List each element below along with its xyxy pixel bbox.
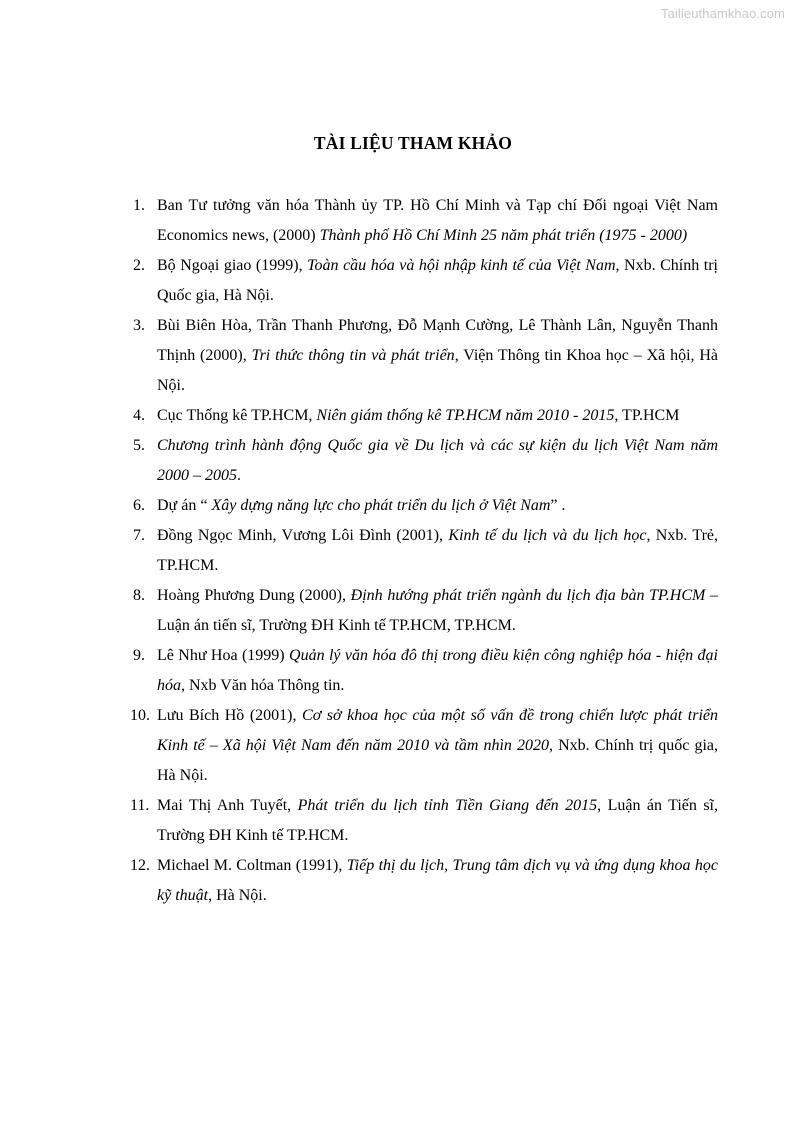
reference-text-segment: – Luận án tiến sĩ, Trường ĐH Kinh tế TP.HCM, TP.HCM. <box>157 587 719 634</box>
reference-item <box>130 701 718 791</box>
reference-number: 12. <box>130 857 150 874</box>
watermark: Tailieuthamkhao.com <box>660 6 785 21</box>
reference-text-segment: Bộ Ngoại giao (1999), <box>157 257 308 274</box>
reference-text-segment: ” . <box>550 497 566 514</box>
reference-title-italic: Quản lý văn hóa đô thị trong điều kiện công nghiệp hóa - hiện đại hóa <box>157 647 718 694</box>
reference-title-italic: Chương trình hành động Quốc gia về Du lịch và các sự kiện du lịch Việt Nam năm 2000 – 2005 <box>157 437 718 484</box>
reference-number: 10. <box>130 707 150 724</box>
reference-text-segment: , Nxb Văn hóa Thông tin. <box>181 677 345 694</box>
reference-text-segment: , Nxb. Chính trị quốc gia, Hà Nội. <box>157 737 719 784</box>
reference-title-italic: Định hướng phát triển ngành du lịch địa bàn TP.HCM <box>350 587 706 604</box>
reference-text-segment: , Luận án Tiến sĩ, Trường ĐH Kinh tế TP.HCM. <box>157 797 719 844</box>
reference-number: 11. <box>130 797 150 814</box>
reference-title-italic: Xây dựng năng lực cho phát triển du lịch ở Việt Nam <box>211 497 551 514</box>
reference-title-italic: Cơ sở khoa học của một số vấn đề trong chiến lược phát triển Kinh tế – Xã hội Việt Nam đến năm 2010 và tầm nhìn 2020 <box>157 707 718 754</box>
reference-number: 5. <box>133 437 145 454</box>
reference-text-segment: Lê Như Hoa (1999) <box>157 647 290 664</box>
reference-item <box>130 401 718 431</box>
reference-text-segment: Mai Thị Anh Tuyết, <box>157 797 298 814</box>
reference-text <box>157 587 718 634</box>
reference-text-segment: , Hà Nội. <box>208 887 267 904</box>
reference-number: 4. <box>133 407 145 424</box>
reference-item <box>130 191 718 251</box>
reference-title-italic: Tiếp thị du lịch, Trung tâm dịch vụ và ứng dụng khoa học kỹ thuật <box>157 857 718 904</box>
reference-number: 8. <box>133 587 145 604</box>
reference-number: 2. <box>133 257 145 274</box>
reference-text-segment: Michael M. Coltman (1991), <box>157 857 347 874</box>
reference-text <box>157 857 718 904</box>
reference-item <box>130 311 718 401</box>
reference-text <box>157 797 718 844</box>
reference-item <box>130 521 718 581</box>
reference-list <box>130 191 718 911</box>
reference-title-italic: Toàn cầu hóa và hội nhập kinh tế của Việt Nam <box>307 257 616 274</box>
reference-item <box>130 491 718 521</box>
reference-text-segment: Cục Thống kê TP.HCM, <box>157 407 317 424</box>
reference-text-segment: Đồng Ngọc Minh, Vương Lôi Đình (2001), <box>157 527 449 544</box>
reference-text-segment: Ban Tư tưởng văn hóa Thành ủy TP. Hồ Chí Minh và Tạp chí Đối ngoại Việt Nam Economics news, (2000) <box>157 197 718 244</box>
reference-text-segment: Lưu Bích Hồ (2001), <box>157 707 303 724</box>
reference-number: 6. <box>133 497 145 514</box>
reference-text-segment: , Nxb. Trẻ, TP.HCM. <box>157 527 719 574</box>
reference-text <box>157 317 718 394</box>
reference-text <box>157 257 718 304</box>
reference-number: 9. <box>133 647 145 664</box>
reference-item <box>130 851 718 911</box>
reference-title-italic: Phát triển du lịch tỉnh Tiền Giang đến 2015 <box>297 797 598 814</box>
reference-item <box>130 581 718 641</box>
reference-text <box>157 707 718 784</box>
reference-title-italic: Tri thức thông tin và phát triển <box>251 347 455 364</box>
reference-text <box>157 437 718 484</box>
reference-text <box>157 407 679 424</box>
reference-text-segment: . <box>237 467 241 484</box>
reference-text <box>157 197 718 244</box>
reference-number: 3. <box>133 317 145 334</box>
reference-number: 7. <box>133 527 145 544</box>
reference-text-segment: Bùi Biên Hòa, Trần Thanh Phương, Đỗ Mạnh Cường, Lê Thành Lân, Nguyễn Thanh Thịnh (2000), <box>157 317 718 364</box>
reference-text-segment: Hoàng Phương Dung (2000), <box>157 587 351 604</box>
reference-item <box>130 431 718 491</box>
reference-text <box>157 497 566 514</box>
reference-title-italic: Niên giám thống kê TP.HCM năm 2010 - 2015 <box>316 407 615 424</box>
reference-text-segment: , Nxb. Chính trị Quốc gia, Hà Nội. <box>157 257 719 304</box>
reference-title-italic: Kinh tế du lịch và du lịch học <box>448 527 647 544</box>
reference-item <box>130 641 718 701</box>
reference-text <box>157 527 718 574</box>
reference-number: 1. <box>133 197 145 214</box>
reference-title-italic: Thành phố Hồ Chí Minh 25 năm phát triển (1975 - 2000) <box>319 227 688 244</box>
reference-item <box>130 791 718 851</box>
reference-item <box>130 251 718 311</box>
page-title: TÀI LIỆU THAM KHẢO <box>313 133 513 153</box>
reference-text-segment: , Viện Thông tin Khoa học – Xã hội, Hà Nội. <box>157 347 719 394</box>
reference-text-segment: Dự án “ <box>157 497 212 514</box>
reference-text-segment: , TP.HCM <box>614 407 680 424</box>
reference-text <box>157 647 718 694</box>
